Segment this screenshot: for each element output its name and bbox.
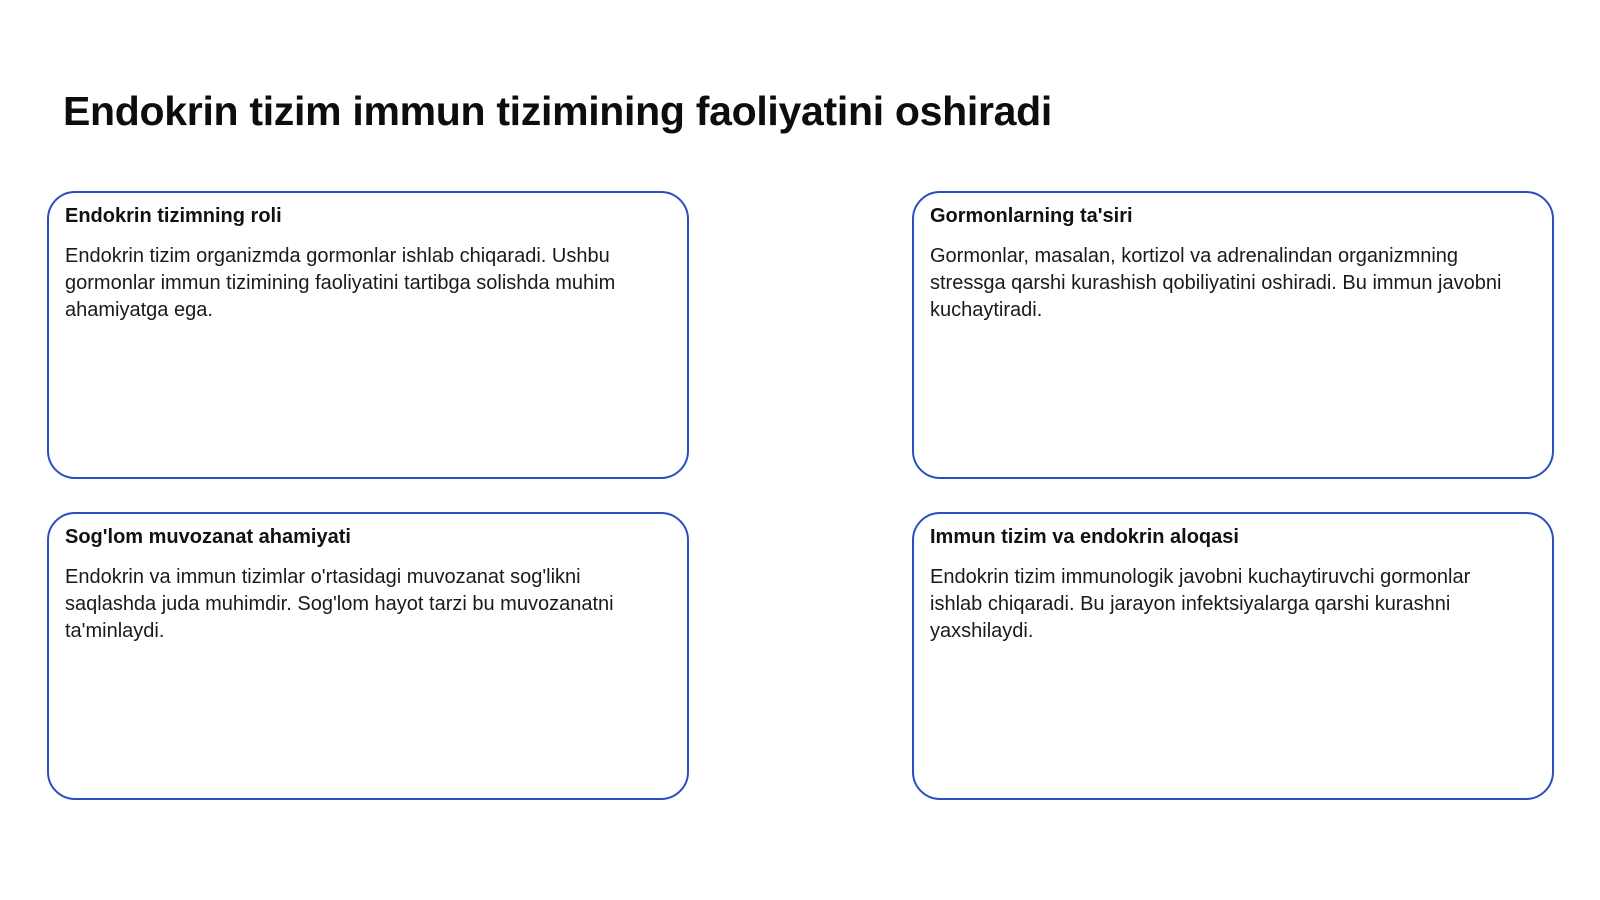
card-body: Gormonlar, masalan, kortizol va adrenalindan organizmning stressga qarshi kurashish qobiliyatini oshiradi. Bu immun javobni kuchaytiradi.: [930, 245, 1502, 321]
card-heading: Sog'lom muvozanat ahamiyati: [65, 526, 351, 548]
card-endocrine-role: [47, 191, 689, 479]
card-immune-endocrine-link: [912, 512, 1554, 800]
card-healthy-balance: [47, 512, 689, 800]
card-hormone-effect: [912, 191, 1554, 479]
card-heading: Immun tizim va endokrin aloqasi: [930, 526, 1239, 548]
slide-title: Endokrin tizim immun tizimining faoliyatini oshiradi: [63, 88, 1052, 134]
card-heading: Gormonlarning ta'siri: [930, 205, 1133, 227]
card-body: Endokrin tizim organizmda gormonlar ishlab chiqaradi. Ushbu gormonlar immun tizimining faoliyatini tartibga solishda muhim ahamiyatga ega.: [65, 245, 616, 321]
card-body: Endokrin va immun tizimlar o'rtasidagi muvozanat sog'likni saqlashda juda muhimdir. Sog'lom hayot tarzi bu muvozanatni ta'minlaydi.: [65, 566, 614, 642]
card-body: Endokrin tizim immunologik javobni kuchaytiruvchi gormonlar ishlab chiqaradi. Bu jarayon infektsiyalarga qarshi kurashni yaxshilaydi.: [930, 566, 1471, 642]
card-heading: Endokrin tizimning roli: [65, 205, 282, 227]
